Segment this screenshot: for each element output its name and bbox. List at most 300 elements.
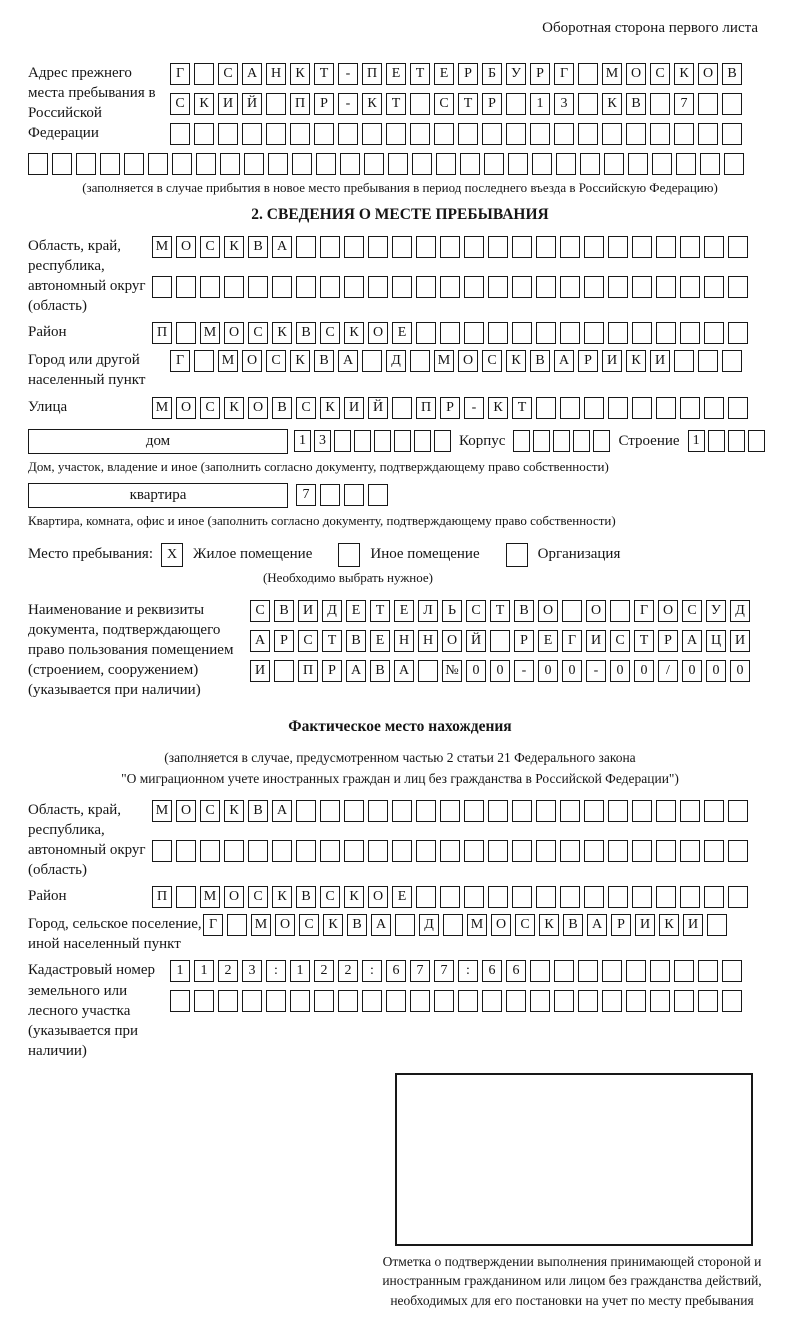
char-box xyxy=(628,153,648,175)
char-box xyxy=(272,276,292,298)
char-box: С xyxy=(248,322,268,344)
char-box: С xyxy=(200,397,220,419)
char-box xyxy=(608,886,628,908)
char-box: Т xyxy=(490,600,510,622)
char-box xyxy=(488,236,508,258)
char-box xyxy=(314,990,334,1012)
char-box: П xyxy=(416,397,436,419)
char-box: О xyxy=(538,600,558,622)
apartment-box: квартира xyxy=(28,483,288,508)
char-box: Ц xyxy=(706,630,726,652)
char-box xyxy=(632,840,652,862)
char-box: К xyxy=(344,322,364,344)
char-box xyxy=(656,886,676,908)
char-box xyxy=(656,276,676,298)
char-box xyxy=(224,276,244,298)
actual-city-row xyxy=(203,914,727,936)
char-box: Р xyxy=(458,63,478,85)
char-box: В xyxy=(314,350,334,372)
char-box: С xyxy=(320,886,340,908)
actual-region-row-2 xyxy=(152,840,748,862)
char-box xyxy=(436,153,456,175)
char-box xyxy=(680,397,700,419)
char-box xyxy=(608,397,628,419)
char-box: О xyxy=(698,63,718,85)
char-box: В xyxy=(530,350,550,372)
char-box xyxy=(176,276,196,298)
char-box: В xyxy=(563,914,583,936)
char-box xyxy=(748,430,765,452)
char-box: Н xyxy=(394,630,414,652)
char-box: 0 xyxy=(706,660,726,682)
char-box xyxy=(680,840,700,862)
stay-option-residential: Жилое помещение xyxy=(193,546,313,563)
char-box xyxy=(458,990,478,1012)
char-box xyxy=(584,886,604,908)
char-box: 2 xyxy=(218,960,238,982)
char-box: Т xyxy=(314,63,334,85)
char-box xyxy=(512,840,532,862)
char-box xyxy=(632,397,652,419)
char-box: К xyxy=(362,93,382,115)
char-box: П xyxy=(362,63,382,85)
char-box xyxy=(530,990,550,1012)
char-box: М xyxy=(152,800,172,822)
char-box xyxy=(608,840,628,862)
region-row-2 xyxy=(152,276,748,298)
char-box xyxy=(464,800,484,822)
char-box: В xyxy=(248,800,268,822)
char-box xyxy=(248,276,268,298)
char-box xyxy=(388,153,408,175)
char-box: Е xyxy=(386,63,406,85)
char-box: К xyxy=(272,322,292,344)
char-box xyxy=(410,93,430,115)
char-box xyxy=(196,153,216,175)
char-box xyxy=(368,800,388,822)
char-box: 0 xyxy=(490,660,510,682)
char-box: И xyxy=(298,600,318,622)
char-box xyxy=(626,123,646,145)
korpus-label: Корпус xyxy=(459,432,506,449)
char-box xyxy=(464,840,484,862)
cadastral-row-1 xyxy=(170,960,742,982)
district-row xyxy=(152,322,748,344)
char-box: : xyxy=(362,960,382,982)
char-box xyxy=(292,153,312,175)
char-box xyxy=(728,397,748,419)
char-box xyxy=(704,236,724,258)
stay-type-note: (Необходимо выбрать нужное) xyxy=(262,569,434,585)
char-box: Б xyxy=(482,63,502,85)
char-box xyxy=(194,123,214,145)
char-box xyxy=(584,800,604,822)
char-box xyxy=(392,236,412,258)
char-box: М xyxy=(602,63,622,85)
char-box: А xyxy=(272,800,292,822)
char-box xyxy=(484,153,504,175)
char-box xyxy=(414,430,431,452)
char-box: О xyxy=(442,630,462,652)
char-box xyxy=(296,800,316,822)
char-box: А xyxy=(242,63,262,85)
char-box xyxy=(224,840,244,862)
char-box: Р xyxy=(611,914,631,936)
char-box: Р xyxy=(658,630,678,652)
region-row-1 xyxy=(152,236,748,258)
char-box: М xyxy=(251,914,271,936)
char-box: С xyxy=(296,397,316,419)
char-box xyxy=(392,276,412,298)
char-box xyxy=(530,123,550,145)
char-box: У xyxy=(506,63,526,85)
char-box xyxy=(698,960,718,982)
stay-type-label: Место пребывания: xyxy=(28,546,153,563)
char-box xyxy=(320,800,340,822)
char-box xyxy=(560,886,580,908)
char-box xyxy=(728,236,748,258)
document-row-1 xyxy=(250,600,750,622)
actual-location-title: Фактическое место нахождения xyxy=(288,718,512,736)
char-box: С xyxy=(299,914,319,936)
char-box xyxy=(418,660,438,682)
char-box xyxy=(490,630,510,652)
char-box: Г xyxy=(170,63,190,85)
char-box xyxy=(124,153,144,175)
char-box xyxy=(482,123,502,145)
char-box: П xyxy=(290,93,310,115)
char-box: - xyxy=(338,63,358,85)
char-box xyxy=(320,484,340,506)
char-box xyxy=(656,236,676,258)
char-box xyxy=(674,960,694,982)
char-box: Н xyxy=(266,63,286,85)
char-box: 0 xyxy=(562,660,582,682)
char-box xyxy=(440,276,460,298)
char-box: Г xyxy=(562,630,582,652)
char-box: О xyxy=(491,914,511,936)
char-box xyxy=(320,236,340,258)
char-box xyxy=(632,322,652,344)
prev-address-row-4 xyxy=(28,153,772,175)
stay-option-organization: Организация xyxy=(537,546,621,563)
char-box xyxy=(488,322,508,344)
char-box: - xyxy=(338,93,358,115)
char-box xyxy=(676,153,696,175)
char-box: О xyxy=(658,600,678,622)
char-box xyxy=(364,153,384,175)
actual-district-label: Район xyxy=(28,888,67,905)
char-box xyxy=(344,236,364,258)
char-box: Е xyxy=(394,600,414,622)
char-box: С xyxy=(200,800,220,822)
char-box: Л xyxy=(418,600,438,622)
char-box xyxy=(368,840,388,862)
checkbox-residential: X xyxy=(161,543,183,567)
char-box xyxy=(584,397,604,419)
char-box: О xyxy=(586,600,606,622)
char-box: П xyxy=(152,886,172,908)
char-box: А xyxy=(682,630,702,652)
char-box xyxy=(362,350,382,372)
char-box: Е xyxy=(538,630,558,652)
char-box xyxy=(344,484,364,506)
char-box xyxy=(464,236,484,258)
char-box xyxy=(434,430,451,452)
char-box xyxy=(536,236,556,258)
char-box xyxy=(656,800,676,822)
char-box xyxy=(176,886,196,908)
prev-address-row-2 xyxy=(170,93,742,115)
char-box: К xyxy=(659,914,679,936)
char-box xyxy=(148,153,168,175)
char-box xyxy=(176,322,196,344)
char-box xyxy=(632,276,652,298)
char-box xyxy=(698,350,718,372)
char-box: Т xyxy=(386,93,406,115)
char-box xyxy=(578,990,598,1012)
char-box: Й xyxy=(368,397,388,419)
house-number-row xyxy=(294,430,451,452)
char-box xyxy=(728,840,748,862)
char-box xyxy=(440,322,460,344)
char-box: В xyxy=(296,886,316,908)
char-box: Е xyxy=(346,600,366,622)
char-box xyxy=(268,153,288,175)
char-box xyxy=(506,123,526,145)
char-box: М xyxy=(152,236,172,258)
char-box: А xyxy=(250,630,270,652)
char-box xyxy=(194,990,214,1012)
actual-region-row-1 xyxy=(152,800,748,822)
char-box xyxy=(242,123,262,145)
stay-type-row xyxy=(28,543,772,567)
char-box xyxy=(170,990,190,1012)
char-box: О xyxy=(275,914,295,936)
char-box: Д xyxy=(322,600,342,622)
char-box xyxy=(458,123,478,145)
prev-address-note: (заполняется в случае прибытия в новое место пребывания в период последнего въезда в Российскую Федерацию) xyxy=(82,180,718,195)
char-box xyxy=(602,123,622,145)
char-box xyxy=(314,123,334,145)
char-box xyxy=(416,840,436,862)
char-box xyxy=(338,123,358,145)
char-box: М xyxy=(200,322,220,344)
char-box xyxy=(656,397,676,419)
cadastral-row-2 xyxy=(170,990,742,1012)
char-box xyxy=(560,322,580,344)
char-box xyxy=(488,886,508,908)
char-box xyxy=(650,93,670,115)
char-box xyxy=(440,840,460,862)
house-box: дом xyxy=(28,429,288,454)
char-box xyxy=(28,153,48,175)
char-box xyxy=(386,990,406,1012)
char-box xyxy=(536,886,556,908)
char-box xyxy=(728,276,748,298)
char-box: С xyxy=(515,914,535,936)
char-box: Р xyxy=(530,63,550,85)
stroenie-row xyxy=(688,430,765,452)
char-box: К xyxy=(320,397,340,419)
char-box xyxy=(704,886,724,908)
char-box xyxy=(362,123,382,145)
char-box xyxy=(434,123,454,145)
char-box xyxy=(512,322,532,344)
char-box xyxy=(374,430,391,452)
char-box xyxy=(334,430,351,452)
char-box xyxy=(338,990,358,1012)
char-box xyxy=(410,123,430,145)
stamp-caption: Отметка о подтверждении выполнения принимающей стороной и иностранным гражданином или лицом без гражданства действий, необходимых для его постановки на учет по месту пребывания xyxy=(382,1253,762,1309)
char-box: Т xyxy=(410,63,430,85)
char-box xyxy=(266,93,286,115)
char-box xyxy=(698,93,718,115)
char-box: 1 xyxy=(688,430,705,452)
char-box: 1 xyxy=(290,960,310,982)
char-box xyxy=(296,276,316,298)
char-box xyxy=(553,430,570,452)
char-box xyxy=(632,236,652,258)
char-box: К xyxy=(272,886,292,908)
char-box: К xyxy=(323,914,343,936)
char-box xyxy=(464,322,484,344)
apartment-note: Квартира, комната, офис и иное (заполнить согласно документу, подтверждающему право собственности) xyxy=(28,512,616,528)
char-box xyxy=(290,990,310,1012)
char-box xyxy=(248,840,268,862)
char-box: - xyxy=(464,397,484,419)
char-box xyxy=(488,276,508,298)
char-box: А xyxy=(394,660,414,682)
char-box xyxy=(554,960,574,982)
char-box: В xyxy=(346,630,366,652)
char-box: В xyxy=(626,93,646,115)
char-box: С xyxy=(650,63,670,85)
char-box xyxy=(728,322,748,344)
char-box xyxy=(440,886,460,908)
char-box xyxy=(482,990,502,1012)
char-box: К xyxy=(344,886,364,908)
char-box xyxy=(700,153,720,175)
page-header: Оборотная сторона первого листа xyxy=(542,20,758,36)
char-box xyxy=(560,236,580,258)
char-box xyxy=(656,322,676,344)
char-box xyxy=(704,397,724,419)
char-box xyxy=(680,886,700,908)
char-box: 3 xyxy=(242,960,262,982)
char-box: Р xyxy=(440,397,460,419)
actual-location-note-1: (заполняется в случае, предусмотренном частью 2 статьи 21 Федерального закона xyxy=(164,750,636,766)
house-note: Дом, участок, владение и иное (заполнить согласно документу, подтверждающему право собственности) xyxy=(28,458,609,474)
char-box xyxy=(152,840,172,862)
char-box xyxy=(100,153,120,175)
char-box xyxy=(593,430,610,452)
char-box: О xyxy=(248,397,268,419)
char-box: А xyxy=(371,914,391,936)
char-box xyxy=(460,153,480,175)
char-box: М xyxy=(434,350,454,372)
char-box xyxy=(650,960,670,982)
char-box xyxy=(632,800,652,822)
char-box: / xyxy=(658,660,678,682)
char-box: 0 xyxy=(634,660,654,682)
char-box: 0 xyxy=(610,660,630,682)
char-box: К xyxy=(539,914,559,936)
stroenie-label: Строение xyxy=(618,432,680,449)
char-box xyxy=(698,123,718,145)
char-box: С xyxy=(482,350,502,372)
char-box xyxy=(578,123,598,145)
char-box: Р xyxy=(514,630,534,652)
char-box xyxy=(556,153,576,175)
char-box: 1 xyxy=(194,960,214,982)
char-box xyxy=(554,990,574,1012)
document-row-3 xyxy=(250,660,750,682)
char-box: В xyxy=(296,322,316,344)
char-box xyxy=(410,990,430,1012)
char-box: : xyxy=(266,960,286,982)
char-box xyxy=(536,276,556,298)
char-box xyxy=(512,886,532,908)
char-box: О xyxy=(626,63,646,85)
char-box xyxy=(704,800,724,822)
char-box: Н xyxy=(418,630,438,652)
char-box: 0 xyxy=(730,660,750,682)
char-box xyxy=(386,123,406,145)
stay-option-other-premises: Иное помещение xyxy=(370,546,480,563)
char-box xyxy=(52,153,72,175)
char-box xyxy=(560,840,580,862)
char-box xyxy=(340,153,360,175)
char-box xyxy=(242,990,262,1012)
char-box: И xyxy=(344,397,364,419)
region-label: Область, край, республика, автономный округ (область) xyxy=(28,238,146,315)
char-box: - xyxy=(586,660,606,682)
char-box xyxy=(512,276,532,298)
char-box xyxy=(578,93,598,115)
char-box: 1 xyxy=(170,960,190,982)
char-box xyxy=(488,840,508,862)
char-box: № xyxy=(442,660,462,682)
char-box: М xyxy=(200,886,220,908)
char-box xyxy=(194,63,214,85)
char-box: К xyxy=(488,397,508,419)
char-box xyxy=(508,153,528,175)
char-box: К xyxy=(506,350,526,372)
char-box: Е xyxy=(392,886,412,908)
korpus-row xyxy=(513,430,610,452)
char-box xyxy=(76,153,96,175)
char-box xyxy=(584,236,604,258)
char-box: 0 xyxy=(682,660,702,682)
actual-city-block xyxy=(28,914,772,954)
char-box xyxy=(530,960,550,982)
char-box: С xyxy=(170,93,190,115)
char-box xyxy=(632,886,652,908)
stamp-box xyxy=(395,1073,753,1246)
char-box: 0 xyxy=(538,660,558,682)
char-box xyxy=(296,236,316,258)
char-box xyxy=(680,322,700,344)
char-box xyxy=(650,123,670,145)
char-box: 3 xyxy=(554,93,574,115)
char-box: 7 xyxy=(434,960,454,982)
char-box: М xyxy=(218,350,238,372)
char-box: В xyxy=(272,397,292,419)
actual-district-row xyxy=(152,886,748,908)
char-box: Ь xyxy=(442,600,462,622)
section2-title: 2. СВЕДЕНИЯ О МЕСТЕ ПРЕБЫВАНИЯ xyxy=(251,206,549,223)
